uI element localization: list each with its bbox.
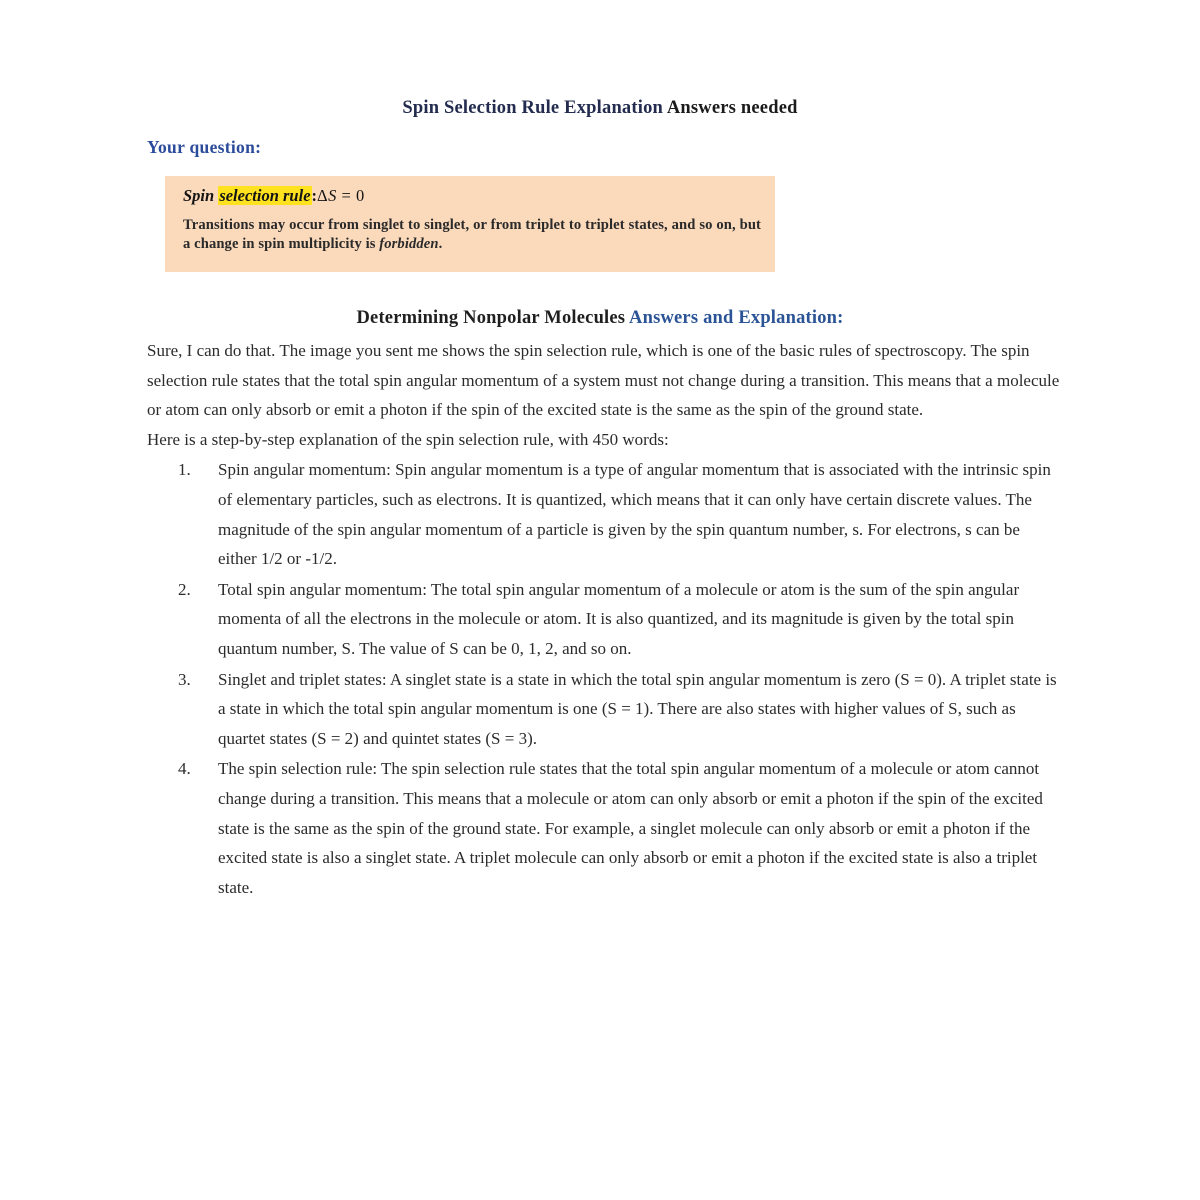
heading-dark-part: Determining Nonpolar Molecules <box>356 308 630 328</box>
page-title <box>0 0 1200 119</box>
list-item: Singlet and triplet states: A singlet state is a state in which the total spin angular momentum is zero (S = 0). A triplet state is a state in which the total spin angular momentum is one (S = 1). There are also states with higher values of S, such as quartet states (S = 2) and quintet states (S = 3). <box>218 669 1057 748</box>
rule-colon: : <box>311 186 318 205</box>
rule-box-title-line <box>183 186 761 207</box>
list-item: The spin selection rule: The spin selection rule states that the total spin angular momentum of a molecule or atom cannot change during a transition. This means that a molecule or atom can only absorb or emit a photon if the spin of the excited state is the same as the spin of the ground state. For example, a singlet molecule can only absorb or emit a photon if the excited state is also a singlet state. A triplet molecule can only absorb or emit a photon if the excited state is also a triplet state. <box>218 759 1043 897</box>
page-title-main: Spin Selection Rule Explanation <box>402 98 664 118</box>
answer-paragraph-1: Sure, I can do that. The image you sent me shows the spin selection rule, which is one of the basic rules of spectroscopy. The spin selection rule states that the total spin angular momentum of a system must not change during a transition. This means that a molecule or atom can only absorb or emit a photon if the spin of the excited state is the same as the spin of the ground state. <box>147 341 1060 420</box>
rule-body-period: . <box>438 236 443 253</box>
explanation-steps-list <box>0 455 1200 902</box>
rule-math-expression <box>317 186 365 205</box>
spin-selection-rule-image-box <box>165 176 775 272</box>
rule-term-highlighted: selection rule <box>219 186 311 205</box>
rule-term-spin: Spin <box>183 186 215 205</box>
list-item: Spin angular momentum: Spin angular momentum is a type of angular momentum that is associated with the intrinsic spin of elementary particles, such as electrons. It is quantized, which means that it can only have certain discrete values. The magnitude of the spin angular momentum of a particle is given by the spin quantum number, s. For electrons, s can be either 1/2 or -1/2. <box>218 460 1051 569</box>
heading-blue-part: Answers and Explanation: <box>629 308 844 328</box>
your-question-label: Your question: <box>147 137 262 158</box>
answer-content <box>0 336 1200 902</box>
rule-body-main: Transitions may occur from singlet to singlet, or from triplet to triplet states, and so on, but a change in spin multiplicity is <box>183 216 761 253</box>
rule-body-forbidden: forbidden <box>379 236 439 253</box>
page-title-sub: Answers needed <box>666 98 798 118</box>
list-item: Total spin angular momentum: The total spin angular momentum of a molecule or atom is the sum of the spin angular momenta of all the electrons in the molecule or atom. It is also quantized, and its magnitude is given by the total spin quantum number, S. The value of S can be 0, 1, 2, and so on. <box>218 579 1020 658</box>
math-equals-zero: = 0 <box>336 186 365 205</box>
answer-paragraph-2: Here is a step-by-step explanation of the spin selection rule, with 450 words: <box>147 429 669 449</box>
answers-and-explanation-heading <box>0 308 1200 329</box>
rule-box-body-text <box>183 216 761 255</box>
math-delta-symbol: Δ <box>317 186 329 205</box>
math-variable-s: S <box>328 186 337 205</box>
